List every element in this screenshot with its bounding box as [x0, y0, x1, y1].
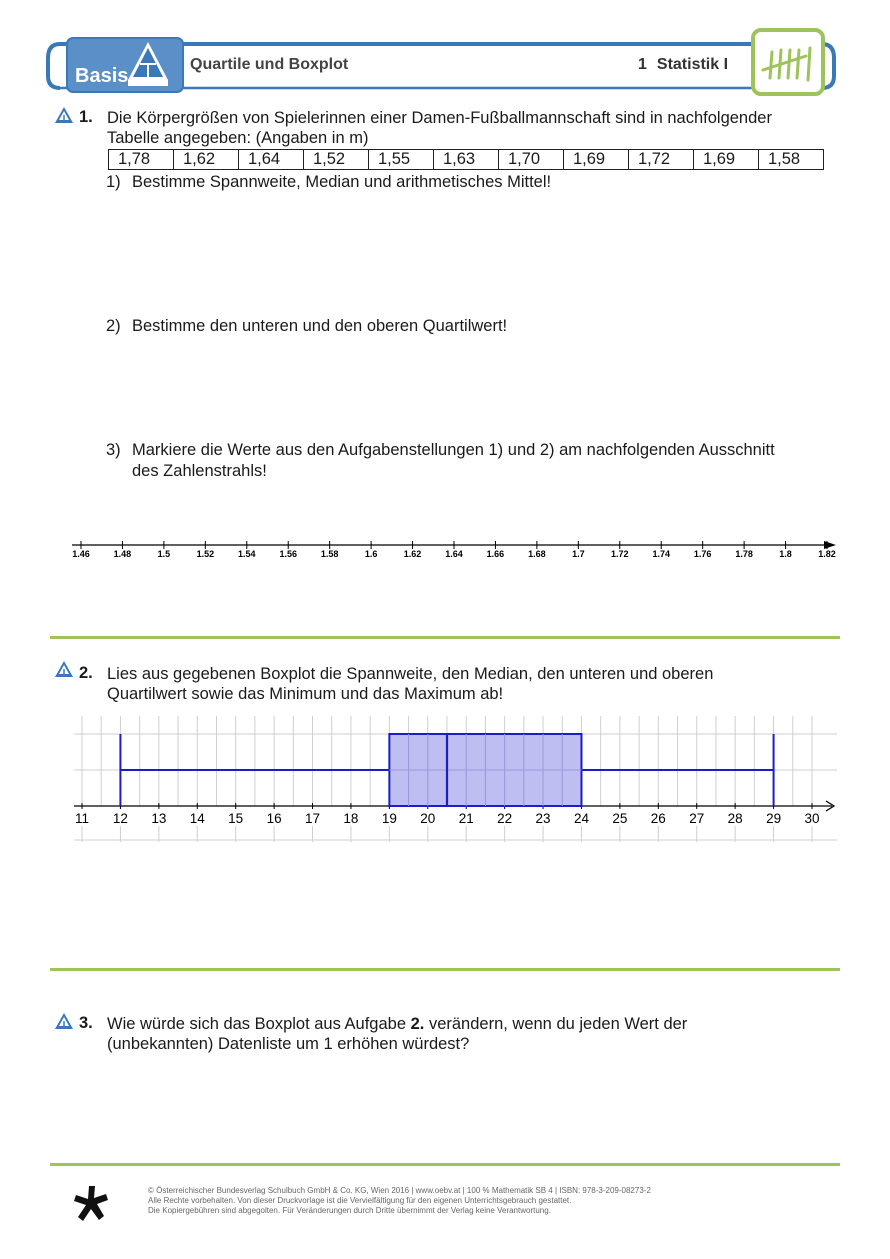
number-line-tick-label: 1.56 — [279, 549, 297, 559]
task1-text-line2: Tabelle angegeben: (Angaben in m) — [107, 129, 369, 147]
number-line-tick-label: 1.48 — [113, 549, 132, 559]
number-line-tick-label: 1.68 — [528, 549, 546, 559]
pyramid-level-icon — [54, 1012, 74, 1030]
subtask-1-number: 1) — [106, 173, 121, 191]
x-tick-label: 17 — [305, 811, 321, 826]
task2-text-line2: Quartilwert sowie das Minimum und das Maximum ab! — [107, 685, 504, 703]
x-tick-label: 25 — [612, 811, 628, 826]
x-tick-label: 13 — [151, 811, 167, 826]
x-tick-label: 26 — [650, 811, 666, 826]
x-tick-label: 18 — [343, 811, 359, 826]
table-cell: 1,55 — [369, 150, 434, 170]
arrow-right-icon — [824, 541, 836, 549]
table-cell: 1,72 — [629, 150, 694, 170]
number-line-tick-label: 1.58 — [320, 549, 339, 559]
chapter-heading — [638, 56, 728, 74]
subtask-3-text-line2: des Zahlenstrahls! — [132, 462, 267, 480]
number-line-tick-label: 1.7 — [572, 549, 585, 559]
x-tick-label: 29 — [766, 811, 782, 826]
pyramid-level-icon — [54, 660, 74, 678]
x-tick-label: 23 — [535, 811, 551, 826]
subtask-3-text-line1: Markiere die Werte aus den Aufgabenstellungen 1) und 2) am nachfolgenden Ausschnitt — [132, 441, 775, 459]
heights-table — [108, 149, 824, 170]
task3-text-bold: 2. — [410, 1015, 425, 1033]
worksheet-title: Quartile und Boxplot — [190, 56, 349, 73]
x-tick-label: 20 — [420, 811, 436, 826]
boxplot-chart — [60, 712, 850, 848]
number-line-tick-label: 1.46 — [72, 549, 90, 559]
section-separator — [50, 636, 840, 639]
chapter-title: Statistik I — [656, 56, 729, 73]
table-cell: 1,70 — [499, 150, 564, 170]
task3-text-b: verändern, wenn du jeden Wert der — [424, 1015, 688, 1033]
table-cell: 1,58 — [759, 150, 824, 170]
x-tick-label: 30 — [804, 811, 820, 826]
x-tick-label: 27 — [689, 811, 705, 826]
x-tick-label: 19 — [381, 811, 397, 826]
x-tick-label: 12 — [112, 811, 128, 826]
x-tick-label: 24 — [573, 811, 589, 826]
number-line-tick-label: 1.74 — [652, 549, 670, 559]
task3-text-a: Wie würde sich das Boxplot aus Aufgabe — [107, 1015, 411, 1033]
table-cell: 1,52 — [304, 150, 369, 170]
table-cell: 1,62 — [174, 150, 239, 170]
number-line — [60, 530, 850, 570]
x-tick-label: 16 — [266, 811, 282, 826]
publisher-logo-icon — [72, 1184, 110, 1224]
table-row — [109, 150, 824, 170]
x-tick-label: 15 — [228, 811, 244, 826]
footer-line1: © Österreichischer Bundesverlag Schulbuch GmbH & Co. KG, Wien 2016 | www.oebv.at | 100 % Mathematik SB 4 | ISBN: 978-3-209-08273-2 — [148, 1186, 651, 1195]
header-frame — [0, 0, 890, 100]
task2-number: 2. — [79, 664, 93, 682]
footer-line3: Die Kopiergebühren sind abgegolten. Für Veränderungen durch Dritte übernimmt der Verlag keine Verantwortung. — [148, 1206, 551, 1215]
number-line-tick-label: 1.66 — [486, 549, 505, 559]
subtask-2-text: Bestimme den unteren und den oberen Quartilwert! — [132, 317, 508, 335]
number-line-tick-label: 1.54 — [238, 549, 256, 559]
footer-separator — [50, 1163, 840, 1166]
number-line-tick-label: 1.62 — [403, 549, 422, 559]
table-cell: 1,69 — [694, 150, 759, 170]
number-line-tick-label: 1.64 — [445, 549, 463, 559]
footer-copyright — [148, 1186, 651, 1216]
number-line-tick-label: 1.78 — [735, 549, 753, 559]
x-tick-label: 11 — [74, 811, 90, 826]
chapter-number: 1 — [638, 56, 647, 73]
task3-text-line1 — [107, 1014, 687, 1034]
number-line-tick-label: 1.8 — [779, 549, 792, 559]
number-line-tick-label: 1.52 — [196, 549, 215, 559]
task1-text-line1: Die Körpergrößen von Spielerinnen einer Damen-Fußballmannschaft sind in nachfolgender — [107, 109, 772, 127]
task3-number: 3. — [79, 1014, 93, 1032]
subtask-2-number: 2) — [106, 317, 121, 335]
subtask-1-text: Bestimme Spannweite, Median und arithmetisches Mittel! — [132, 173, 552, 191]
subtask-3-number: 3) — [106, 441, 121, 459]
number-line-tick-label: 1.6 — [364, 549, 378, 559]
task3-text-line2: (unbekannten) Datenliste um 1 erhöhen würdest? — [107, 1035, 470, 1053]
x-tick-label: 22 — [497, 811, 513, 826]
pyramid-level-icon — [54, 106, 74, 124]
number-line-tick-label: 1.76 — [693, 549, 712, 559]
table-cell: 1,69 — [564, 150, 629, 170]
x-tick-label: 14 — [189, 811, 205, 826]
badge-label: Basis — [75, 65, 129, 87]
table-cell: 1,64 — [239, 150, 304, 170]
x-tick-label: 21 — [458, 811, 474, 826]
table-cell: 1,63 — [434, 150, 499, 170]
footer-line2: Alle Rechte vorbehalten. Von dieser Druckvorlage ist die Vervielfältigung für den eigenen Unterrichtsgebrauch gestattet. — [148, 1196, 572, 1205]
task2-text-line1: Lies aus gegebenen Boxplot die Spannweite, den Median, den unteren und oberen — [107, 665, 714, 683]
number-line-tick-label: 1.72 — [611, 549, 629, 559]
number-line-tick-label: 1.82 — [818, 549, 836, 559]
task1-number: 1. — [79, 108, 93, 126]
x-tick-label: 28 — [727, 811, 743, 826]
section-separator — [50, 968, 840, 971]
table-cell: 1,78 — [109, 150, 174, 170]
number-line-tick-label: 1.5 — [157, 549, 171, 559]
